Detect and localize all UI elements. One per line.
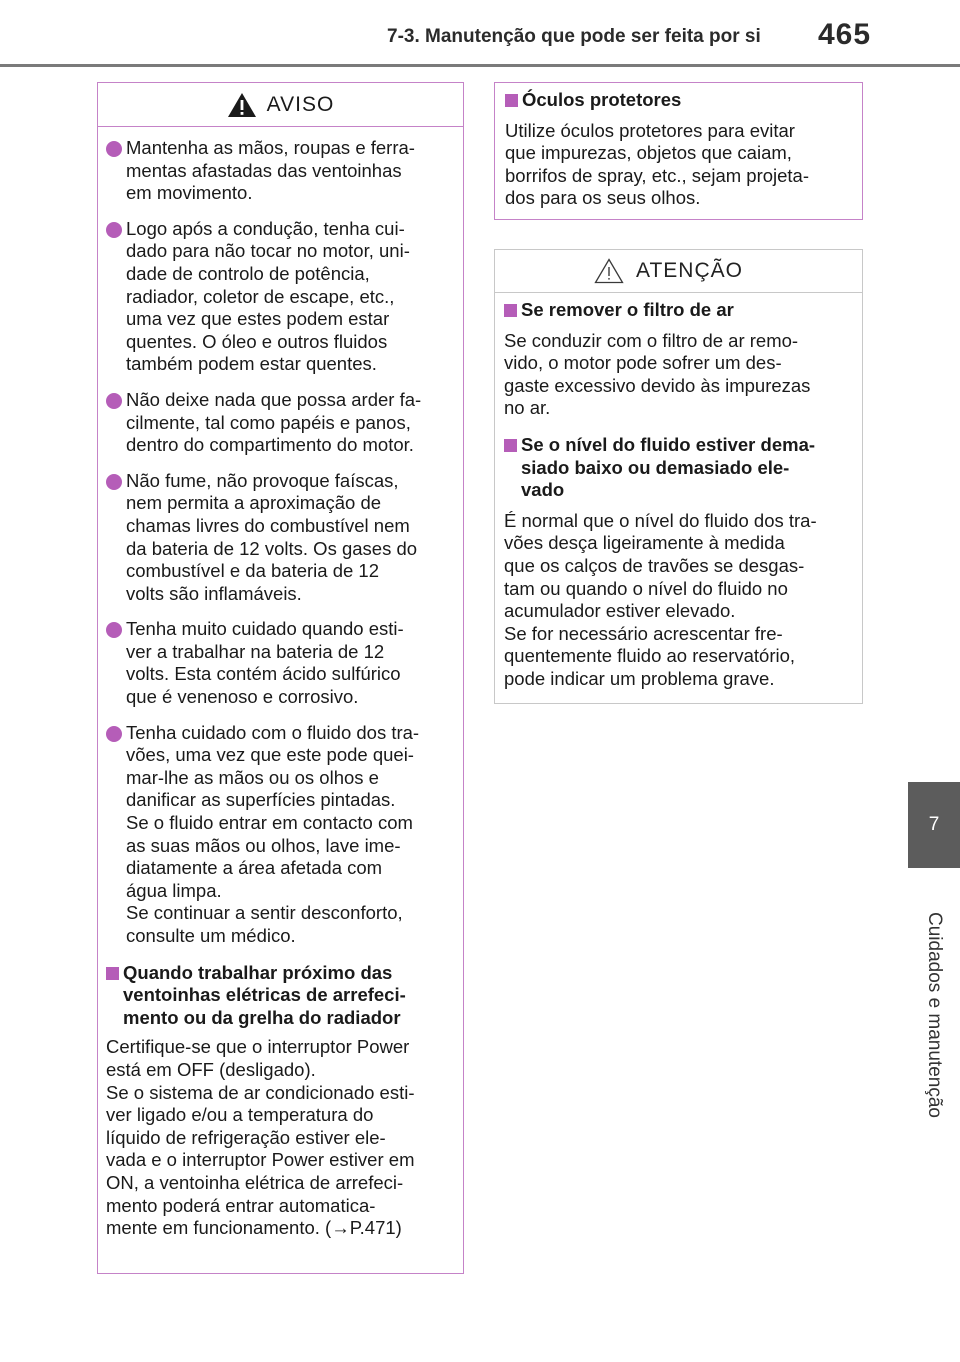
goggles-heading bbox=[505, 89, 854, 112]
goggles-box bbox=[494, 82, 863, 220]
bullet-icon bbox=[106, 222, 122, 238]
square-bullet-icon bbox=[106, 967, 119, 980]
list-item bbox=[106, 722, 451, 948]
caution-triangle-icon bbox=[594, 258, 624, 284]
bullet-icon bbox=[106, 474, 122, 490]
goggles-text: Utilize óculos protetores para evitar que impurezas, objetos que caiam, borrifos de spray, etc., sejam projeta- dos para os seus olhos. bbox=[505, 119, 810, 209]
list-item bbox=[106, 389, 451, 457]
subsection-heading bbox=[504, 299, 854, 322]
caution-title: ATENÇÃO bbox=[636, 259, 743, 282]
subsection-heading bbox=[106, 962, 451, 1030]
bullet-text: Mantenha as mãos, roupas e ferra- mentas afastadas das ventoinhas em movimento. bbox=[126, 137, 415, 204]
list-item bbox=[106, 137, 451, 205]
caution-header bbox=[495, 250, 862, 293]
subsection-heading-text: Se remover o filtro de ar bbox=[521, 299, 734, 320]
bullet-icon bbox=[106, 141, 122, 157]
list-item bbox=[106, 470, 451, 606]
section-title: 7-3. Manutenção que pode ser feita por si bbox=[387, 26, 761, 47]
square-bullet-icon bbox=[504, 304, 517, 317]
square-bullet-icon bbox=[504, 439, 517, 452]
warning-title: AVISO bbox=[266, 92, 335, 116]
header-divider bbox=[0, 64, 960, 67]
warning-header bbox=[98, 83, 463, 127]
subsection-heading bbox=[504, 434, 854, 502]
subsection-heading-text: Quando trabalhar próximo das ventoinhas elétricas de arrefeci- mento ou da grelha do radiador bbox=[123, 961, 406, 1028]
bullet-text: Não fume, não provoque faíscas, nem permita a aproximação de chamas livres do combustível nem da bateria de 12 volts. Os gases do combustível e da bateria de 12 volts são inflamáveis. bbox=[126, 469, 418, 604]
caution-box bbox=[494, 249, 863, 704]
bullet-text: Não deixe nada que possa arder fa- cilmente, tal como papéis e panos, dentro do compartimento do motor. bbox=[126, 388, 422, 456]
warning-box bbox=[97, 82, 464, 1274]
warning-content bbox=[98, 127, 463, 1240]
list-item bbox=[106, 618, 451, 708]
goggles-heading-text: Óculos protetores bbox=[522, 89, 682, 110]
chapter-number: 7 bbox=[928, 814, 940, 835]
bullet-icon bbox=[106, 622, 122, 638]
bullet-text: Logo após a condução, tenha cui- dado para não tocar no motor, uni- dade de controlo de potência, radiador, coletor de escape, etc., uma vez que estes podem estar quentes. O óleo e outros fluidos também podem estar quentes. bbox=[126, 217, 410, 375]
subsection-text: Se conduzir com o filtro de ar remo- vido, o motor pode sofrer um des- gaste excessivo devido às impurezas no ar. bbox=[504, 329, 811, 419]
bullet-text: Tenha cuidado com o fluido dos tra- vões, uma vez que este pode quei- mar-lhe as mãos ou os olhos e danificar as superfícies pintadas. Se o fluido entrar em contacto com as suas mãos ou olhos, lave ime- diatamente a área afetada com água limpa. Se continuar a sentir desconforto, consulte um médico. bbox=[126, 721, 420, 946]
list-item bbox=[106, 218, 451, 376]
page-number: 465 bbox=[818, 18, 872, 51]
caution-content bbox=[495, 293, 862, 691]
bullet-text: Tenha muito cuidado quando esti- ver a trabalhar na bateria de 12 volts. Esta contém ácido sulfúrico que é venenoso e corrosivo. bbox=[126, 618, 404, 708]
chapter-title: Cuidados e manutenção bbox=[924, 912, 945, 1118]
bullet-icon bbox=[106, 726, 122, 742]
chapter-tab bbox=[908, 782, 960, 868]
bullet-icon bbox=[106, 393, 122, 409]
subsection-text: É normal que o nível do fluido dos tra- vões desça ligeiramente à medida que os calços de travões se desgas- tam ou quando o nível do fluido no acumulador estiver elevado. Se for necessário acrescentar fre- quentemente fluido ao reservatório, pode indicar um problema grave. bbox=[504, 509, 817, 689]
subsection-heading-text: Se o nível do fluido estiver dema- siado baixo ou demasiado ele- vado bbox=[521, 433, 816, 501]
warning-triangle-icon bbox=[227, 92, 257, 118]
square-bullet-icon bbox=[505, 94, 518, 107]
subsection-text: Certifique-se que o interruptor Power está em OFF (desligado). Se o sistema de ar condicionado esti- ver ligado e/ou a temperatura do líquido de refrigeração estiver ele- vada e o interruptor Power estiver em ON, a ventoinha elétrica de arrefeci- mento poderá entrar automatica- mente em funcionamento. (→P.471) bbox=[106, 1036, 415, 1239]
